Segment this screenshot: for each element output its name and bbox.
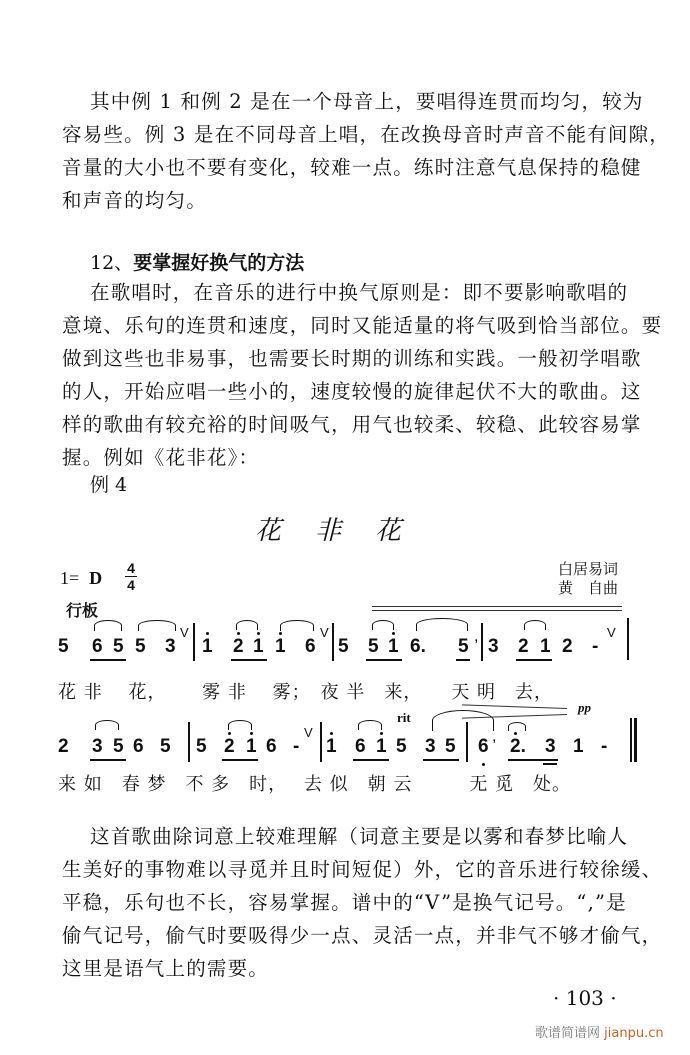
octave-dot	[279, 632, 282, 635]
hairpin-line	[372, 610, 622, 611]
underline	[231, 659, 267, 661]
underline	[353, 759, 389, 761]
slur	[416, 618, 468, 631]
note: 1	[246, 736, 257, 757]
barline	[627, 618, 629, 660]
octave-dot	[237, 632, 240, 635]
note: 3	[545, 736, 556, 757]
note: 6	[266, 736, 277, 757]
lyrics-line-2: 来 如 春 梦 不 多 时， 去 似 朝 云 无 觅 处。	[58, 774, 572, 795]
final-barline-thick	[634, 718, 637, 762]
underline	[90, 759, 126, 761]
note: 1	[202, 636, 213, 657]
underline	[366, 659, 402, 661]
note: 1	[573, 736, 584, 757]
section-heading	[90, 248, 304, 275]
octave-dot	[380, 732, 383, 735]
hairpin-line	[372, 606, 622, 607]
underline	[516, 659, 552, 661]
text-line: 和声音的均匀。	[62, 189, 207, 212]
key-signature	[60, 568, 102, 589]
note: 3	[165, 636, 176, 657]
text-line: 其中例 1 和例 2 是在一个母音上，要唱得连贯而均匀，较为	[90, 90, 644, 113]
slur	[358, 720, 382, 730]
note: 2.	[510, 736, 526, 757]
octave-dot	[514, 732, 517, 735]
text-line: 的人，开始应唱一些小的，速度较慢的旋律起伏不大的歌曲。这	[62, 380, 642, 403]
fermata	[508, 722, 526, 731]
slur	[372, 620, 394, 630]
page-number: · 103 ·	[553, 986, 617, 1010]
slur	[95, 720, 119, 730]
slur	[280, 620, 314, 631]
note: 1	[376, 736, 387, 757]
lyrics-line-1: 花 非 花， 雾 非 雾； 夜 半 来， 天 明 去，	[58, 682, 554, 703]
slur	[228, 720, 252, 730]
breath-mark: V	[180, 625, 189, 640]
octave-dot	[392, 632, 395, 635]
note: 6.	[410, 636, 426, 657]
underline	[222, 759, 258, 761]
barline	[320, 722, 322, 762]
time-bottom: 4	[127, 577, 135, 593]
note: 6	[478, 736, 489, 757]
note: 3	[92, 736, 103, 757]
note: 5	[458, 636, 469, 657]
slur	[432, 710, 494, 731]
steal-breath-mark: ,	[492, 728, 497, 745]
octave-dot	[228, 732, 231, 735]
text-line: 音量的大小也不要有变化，较难一点。练时注意气息保持的稳健	[62, 156, 642, 179]
steal-breath-mark: ,	[474, 628, 479, 645]
text-line: 这里是语气上的需要。	[62, 957, 270, 980]
text-line: 容易些。例 3 是在不同母音上唱，在改换母音时声音不能有间隙，	[62, 123, 671, 146]
octave-dot	[250, 732, 253, 735]
text-line: 握。例如《花非花》：	[62, 446, 260, 469]
underline	[423, 759, 459, 761]
note: 3	[425, 736, 436, 757]
low-octave-dot	[482, 763, 485, 766]
text-line: 这首歌曲除词意上较难理解（词意主要是以雾和春梦比喻人	[90, 825, 629, 848]
text-line: 意境、乐句的连贯和速度，同时又能适量的将气吸到恰当部位。要	[62, 314, 663, 337]
key-note: D	[89, 568, 103, 588]
note: 1	[540, 636, 551, 657]
note: -	[293, 736, 300, 757]
note: 5	[58, 636, 69, 657]
slur	[138, 620, 176, 631]
barline	[481, 623, 483, 661]
note: 5	[396, 736, 407, 757]
paragraph-2	[62, 276, 663, 474]
note: 5	[135, 636, 146, 657]
time-signature	[125, 560, 137, 593]
paragraph-1	[62, 85, 671, 217]
text-line: 做到这些也非易事，也需要长时期的训练和实践。一般初学唱歌	[62, 347, 642, 370]
paragraph-3	[62, 820, 663, 985]
underline	[508, 759, 558, 761]
note: 2	[518, 636, 529, 657]
note: 6	[305, 636, 316, 657]
note: 5	[445, 736, 456, 757]
note: 1	[326, 736, 337, 757]
watermark-url: jianpu.cn	[604, 1026, 664, 1041]
ritardando: rit	[397, 710, 411, 725]
note: 2	[233, 636, 244, 657]
barline	[188, 722, 190, 762]
note: 2	[224, 736, 235, 757]
section-title: 要掌握好换气的方法	[133, 252, 305, 274]
lyricist: 白居易词	[557, 560, 618, 578]
note: 5	[338, 636, 349, 657]
hairpin-line	[462, 704, 567, 709]
note: 1	[275, 636, 286, 657]
text-line: 在歌唱时，在音乐的进行中换气原则是：即不要影响歌唱的	[90, 281, 629, 304]
dynamic-pp: pp	[578, 700, 591, 715]
breath-mark: V	[304, 725, 313, 740]
note: 3	[488, 636, 499, 657]
underline	[456, 659, 470, 661]
watermark	[535, 1022, 664, 1041]
breath-mark: V	[320, 625, 329, 640]
section-number: 12、	[90, 252, 134, 274]
note: -	[592, 636, 599, 657]
text-line: 偷气记号，偷气时要吸得少一点、灵活一点，并非气不够才偷气，	[62, 924, 663, 947]
credits	[558, 560, 618, 598]
composer: 黄 自曲	[557, 579, 618, 597]
note: 6	[133, 736, 144, 757]
slur	[94, 620, 122, 631]
slur	[236, 620, 258, 630]
barline	[332, 623, 334, 661]
octave-dot	[206, 632, 209, 635]
octave-dot	[330, 732, 333, 735]
note: 2	[58, 736, 69, 757]
final-barline-thin	[630, 718, 632, 762]
note: 5	[160, 736, 171, 757]
note: 5	[113, 636, 124, 657]
example-label: 例 4	[90, 474, 128, 496]
barline	[193, 623, 195, 661]
octave-dot	[257, 632, 260, 635]
underline	[543, 763, 557, 765]
note: 5	[113, 736, 124, 757]
note: 6	[355, 736, 366, 757]
text-line: 平稳，乐句也不长，容易掌握。谱中的“V”是换气记号。“,”是	[62, 891, 627, 914]
watermark-text: 歌谱简谱网	[535, 1026, 601, 1041]
key-label: 1=	[60, 568, 80, 588]
text-line: 生美好的事物难以寻觅并且时间短促）外，它的音乐进行较徐缓、	[62, 858, 663, 881]
note: 1	[253, 636, 264, 657]
time-top: 4	[127, 560, 135, 576]
slur	[524, 620, 546, 630]
tempo-marking: 行板	[66, 601, 99, 620]
note: 5	[196, 736, 207, 757]
note: 2	[562, 636, 573, 657]
note: 5	[368, 636, 379, 657]
underline	[90, 659, 126, 661]
song-title: 花非花	[254, 516, 435, 546]
text-line: 样的歌曲有较充裕的时间吸气，用气也较柔、较稳、此较容易掌	[62, 413, 642, 436]
note: -	[601, 736, 608, 757]
note: 1	[388, 636, 399, 657]
note: 6	[92, 636, 103, 657]
breath-mark: V	[607, 625, 616, 640]
